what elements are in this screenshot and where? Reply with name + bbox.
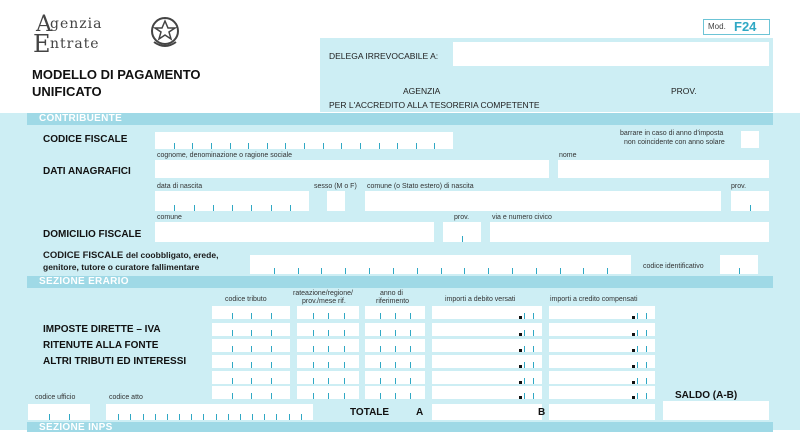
cell-divider bbox=[267, 143, 268, 149]
decimal-dot bbox=[632, 396, 635, 399]
decimal-dot bbox=[519, 396, 522, 399]
cell-divider bbox=[271, 346, 272, 352]
cell-divider bbox=[462, 236, 463, 242]
cell-divider bbox=[416, 143, 417, 149]
cell-divider bbox=[251, 393, 252, 399]
cell-divider bbox=[395, 393, 396, 399]
cell-divider bbox=[271, 313, 272, 319]
accredito-label: PER L'ACCREDITO ALLA TESORERIA COMPETENTE bbox=[329, 100, 540, 110]
decimal-divider bbox=[533, 330, 534, 336]
col-anno-2: riferimento bbox=[376, 298, 410, 305]
decimal-divider bbox=[646, 346, 647, 352]
logo-line1: genzia bbox=[50, 16, 103, 32]
data-nascita-label: data di nascita bbox=[157, 183, 203, 190]
barrare-label-1: barrare in caso di anno d'imposta bbox=[620, 130, 724, 137]
via-field[interactable] bbox=[490, 222, 769, 242]
cell-divider bbox=[251, 378, 252, 384]
cell-divider bbox=[321, 268, 322, 274]
decimal-dot bbox=[519, 365, 522, 368]
coobbligato-label bbox=[43, 250, 218, 261]
cell-divider bbox=[328, 393, 329, 399]
cell-divider bbox=[194, 205, 195, 211]
cell-divider bbox=[397, 143, 398, 149]
codice-atto-label: codice atto bbox=[109, 394, 143, 401]
contribuente-bar bbox=[27, 113, 773, 125]
cell-divider bbox=[380, 378, 381, 384]
cell-divider bbox=[232, 362, 233, 368]
comune-field[interactable] bbox=[155, 222, 434, 242]
cell-divider bbox=[264, 414, 265, 420]
cell-divider bbox=[410, 378, 411, 384]
decimal-dot bbox=[519, 333, 522, 336]
comune-nascita-label: comune (o Stato estero) di nascita bbox=[367, 183, 474, 190]
cell-divider bbox=[143, 414, 144, 420]
imposte-dirette-label: IMPOSTE DIRETTE – IVA bbox=[43, 324, 161, 335]
cell-divider bbox=[251, 346, 252, 352]
logo-letter-a: A bbox=[36, 12, 52, 37]
cell-divider bbox=[341, 143, 342, 149]
barrare-label-2: non coincidente con anno solare bbox=[624, 139, 725, 146]
cell-divider bbox=[739, 268, 740, 274]
cell-divider bbox=[232, 346, 233, 352]
comune-nascita-field[interactable] bbox=[365, 191, 721, 211]
cell-divider bbox=[313, 393, 314, 399]
delega-label: DELEGA IRREVOCABILE A: bbox=[329, 51, 439, 61]
cognome-label: cognome, denominazione o ragione sociale bbox=[157, 152, 293, 159]
decimal-divider bbox=[524, 393, 525, 399]
codice-identificativo-label: codice identificativo bbox=[643, 263, 704, 270]
anno-checkbox[interactable] bbox=[741, 131, 759, 148]
form-code-box bbox=[703, 19, 770, 35]
cell-divider bbox=[583, 268, 584, 274]
cell-divider bbox=[174, 143, 175, 149]
cell-divider bbox=[395, 330, 396, 336]
cell-divider bbox=[410, 346, 411, 352]
cell-divider bbox=[251, 330, 252, 336]
altri-tributi-label: ALTRI TRIBUTI ED INTERESSI bbox=[43, 356, 187, 367]
erario-cell[interactable] bbox=[549, 323, 655, 336]
cell-divider bbox=[379, 143, 380, 149]
cell-divider bbox=[230, 143, 231, 149]
cell-divider bbox=[323, 143, 324, 149]
agency-logo bbox=[28, 12, 158, 58]
decimal-divider bbox=[524, 362, 525, 368]
emblem-icon bbox=[148, 14, 182, 50]
col-codice-tributo: codice tributo bbox=[225, 296, 267, 303]
cell-divider bbox=[313, 362, 314, 368]
decimal-dot bbox=[519, 381, 522, 384]
page-title-line2: UNIFICATO bbox=[32, 84, 102, 99]
cell-divider bbox=[441, 268, 442, 274]
cell-divider bbox=[248, 143, 249, 149]
cell-divider bbox=[228, 414, 229, 420]
cell-divider bbox=[252, 414, 253, 420]
decimal-divider bbox=[524, 313, 525, 319]
cell-divider bbox=[410, 330, 411, 336]
decimal-dot bbox=[632, 365, 635, 368]
col-anno-1: anno di bbox=[380, 290, 403, 297]
erario-cell[interactable] bbox=[549, 339, 655, 352]
cell-divider bbox=[512, 268, 513, 274]
cell-divider bbox=[395, 362, 396, 368]
cell-divider bbox=[395, 346, 396, 352]
cell-divider bbox=[271, 378, 272, 384]
cell-divider bbox=[410, 393, 411, 399]
cell-divider bbox=[232, 330, 233, 336]
cell-divider bbox=[211, 143, 212, 149]
decimal-divider bbox=[637, 330, 638, 336]
decimal-divider bbox=[533, 362, 534, 368]
inps-bar bbox=[27, 422, 773, 432]
cell-divider bbox=[240, 414, 241, 420]
agenzia-field[interactable] bbox=[453, 71, 769, 96]
cell-divider bbox=[271, 362, 272, 368]
cell-divider bbox=[289, 414, 290, 420]
comune-label: comune bbox=[157, 214, 182, 221]
cell-divider bbox=[179, 414, 180, 420]
cell-divider bbox=[271, 330, 272, 336]
cell-divider bbox=[417, 268, 418, 274]
decimal-divider bbox=[533, 393, 534, 399]
section-inps-title: SEZIONE INPS bbox=[39, 422, 113, 433]
cell-divider bbox=[380, 362, 381, 368]
cognome-field[interactable] bbox=[155, 160, 549, 178]
cell-divider bbox=[274, 268, 275, 274]
cell-divider bbox=[328, 330, 329, 336]
prov-nascita-label: prov. bbox=[731, 183, 747, 190]
totale-b-label: B bbox=[538, 407, 546, 418]
cell-divider bbox=[344, 393, 345, 399]
form-code-prefix: Mod. bbox=[708, 22, 726, 31]
cell-divider bbox=[174, 205, 175, 211]
nome-label: nome bbox=[559, 152, 577, 159]
cell-divider bbox=[395, 378, 396, 384]
decimal-divider bbox=[646, 330, 647, 336]
erario-cell[interactable] bbox=[549, 371, 655, 384]
decimal-divider bbox=[524, 346, 525, 352]
cell-divider bbox=[464, 268, 465, 274]
col-rateazione-1: rateazione/regione/ bbox=[293, 290, 353, 297]
cell-divider bbox=[298, 268, 299, 274]
cell-divider bbox=[313, 313, 314, 319]
cell-divider bbox=[203, 414, 204, 420]
decimal-divider bbox=[533, 313, 534, 319]
erario-bar bbox=[27, 276, 773, 288]
col-importi-debito: importi a debito versati bbox=[445, 296, 516, 303]
decimal-divider bbox=[524, 378, 525, 384]
cell-divider bbox=[380, 346, 381, 352]
via-label: via e numero civico bbox=[492, 214, 552, 221]
cell-divider bbox=[130, 414, 131, 420]
cell-divider bbox=[410, 362, 411, 368]
cell-divider bbox=[49, 414, 50, 420]
codice-ufficio-label: codice ufficio bbox=[35, 394, 76, 401]
cell-divider bbox=[276, 414, 277, 420]
cell-divider bbox=[607, 268, 608, 274]
cell-divider bbox=[232, 205, 233, 211]
cell-divider bbox=[344, 346, 345, 352]
cell-divider bbox=[301, 414, 302, 420]
cell-divider bbox=[560, 268, 561, 274]
cell-divider bbox=[232, 393, 233, 399]
decimal-divider bbox=[637, 362, 638, 368]
cell-divider bbox=[344, 330, 345, 336]
cell-divider bbox=[191, 414, 192, 420]
cell-divider bbox=[345, 268, 346, 274]
decimal-divider bbox=[637, 393, 638, 399]
decimal-dot bbox=[519, 349, 522, 352]
cell-divider bbox=[232, 313, 233, 319]
decimal-dot bbox=[632, 349, 635, 352]
cell-divider bbox=[488, 268, 489, 274]
cell-divider bbox=[360, 143, 361, 149]
prov-domicilio-label: prov. bbox=[454, 214, 470, 221]
cell-divider bbox=[393, 268, 394, 274]
cell-divider bbox=[213, 205, 214, 211]
cell-divider bbox=[380, 393, 381, 399]
logo-letter-e: E bbox=[33, 30, 51, 58]
cell-divider bbox=[380, 313, 381, 319]
coobbligato-bold: CODICE FISCALE bbox=[43, 250, 124, 261]
logo-line2: ntrate bbox=[50, 36, 100, 52]
erario-cell[interactable] bbox=[432, 306, 542, 319]
cell-divider bbox=[328, 362, 329, 368]
cell-divider bbox=[232, 378, 233, 384]
nome-field[interactable] bbox=[558, 160, 769, 178]
delega-field[interactable] bbox=[453, 42, 769, 66]
cell-divider bbox=[395, 313, 396, 319]
cell-divider bbox=[328, 313, 329, 319]
decimal-divider bbox=[646, 393, 647, 399]
cell-divider bbox=[313, 330, 314, 336]
dati-anagrafici-label: DATI ANAGRAFICI bbox=[43, 166, 131, 177]
decimal-divider bbox=[533, 378, 534, 384]
totale-b-field[interactable] bbox=[549, 404, 655, 420]
form-code: F24 bbox=[734, 19, 757, 34]
section-erario-title: SEZIONE ERARIO bbox=[39, 276, 129, 287]
erario-cell[interactable] bbox=[432, 371, 542, 384]
decimal-divider bbox=[637, 346, 638, 352]
cell-divider bbox=[69, 414, 70, 420]
cell-divider bbox=[434, 143, 435, 149]
decimal-divider bbox=[637, 378, 638, 384]
cell-divider bbox=[251, 205, 252, 211]
decimal-dot bbox=[632, 333, 635, 336]
erario-cell[interactable] bbox=[432, 339, 542, 352]
cell-divider bbox=[328, 346, 329, 352]
erario-cell[interactable] bbox=[549, 355, 655, 368]
cell-divider bbox=[285, 143, 286, 149]
cell-divider bbox=[167, 414, 168, 420]
cell-divider bbox=[380, 330, 381, 336]
erario-cell[interactable] bbox=[432, 355, 542, 368]
cell-divider bbox=[118, 414, 119, 420]
decimal-divider bbox=[524, 330, 525, 336]
section-contribuente-title: CONTRIBUENTE bbox=[39, 113, 123, 124]
cell-divider bbox=[313, 378, 314, 384]
cell-divider bbox=[344, 362, 345, 368]
cell-divider bbox=[216, 414, 217, 420]
cell-divider bbox=[251, 362, 252, 368]
cell-divider bbox=[344, 313, 345, 319]
cell-divider bbox=[290, 205, 291, 211]
coobbligato-rest: del coobbligato, erede, bbox=[125, 250, 219, 260]
totale-a-field[interactable] bbox=[432, 404, 542, 420]
decimal-divider bbox=[646, 313, 647, 319]
erario-cell[interactable] bbox=[432, 386, 542, 399]
decimal-dot bbox=[519, 316, 522, 319]
cell-divider bbox=[155, 414, 156, 420]
ritenute-label: RITENUTE ALLA FONTE bbox=[43, 340, 159, 351]
cell-divider bbox=[313, 346, 314, 352]
codice-fiscale-label: CODICE FISCALE bbox=[43, 134, 128, 145]
sesso-label: sesso (M o F) bbox=[314, 183, 357, 190]
cell-divider bbox=[192, 143, 193, 149]
totale-label: TOTALE bbox=[350, 407, 390, 418]
erario-cell[interactable] bbox=[432, 323, 542, 336]
codice-ufficio-field[interactable] bbox=[28, 404, 90, 420]
prov-label: PROV. bbox=[671, 86, 697, 96]
codice-atto-field[interactable] bbox=[106, 404, 313, 420]
cell-divider bbox=[344, 378, 345, 384]
domicilio-fiscale-label: DOMICILIO FISCALE bbox=[43, 229, 142, 240]
erario-cell[interactable] bbox=[549, 306, 655, 319]
col-importi-credito: importi a credito compensati bbox=[550, 296, 638, 303]
cell-divider bbox=[304, 143, 305, 149]
cell-divider bbox=[271, 393, 272, 399]
page-title-line1: MODELLO DI PAGAMENTO bbox=[32, 67, 201, 82]
cell-divider bbox=[410, 313, 411, 319]
coobbligato-label-2: genitore, tutore o curatore fallimentare bbox=[43, 262, 200, 272]
erario-cell[interactable] bbox=[549, 386, 655, 399]
cell-divider bbox=[271, 205, 272, 211]
decimal-dot bbox=[632, 381, 635, 384]
cell-divider bbox=[251, 313, 252, 319]
decimal-divider bbox=[646, 362, 647, 368]
decimal-divider bbox=[637, 313, 638, 319]
cell-divider bbox=[328, 378, 329, 384]
decimal-divider bbox=[533, 346, 534, 352]
cell-divider bbox=[536, 268, 537, 274]
decimal-divider bbox=[646, 378, 647, 384]
cell-divider bbox=[369, 268, 370, 274]
cell-divider bbox=[750, 205, 751, 211]
saldo-label: SALDO (A-B) bbox=[675, 390, 738, 401]
decimal-dot bbox=[632, 316, 635, 319]
agenzia-label: AGENZIA bbox=[403, 86, 441, 96]
totale-a-label: A bbox=[416, 407, 424, 418]
saldo-field[interactable] bbox=[663, 401, 769, 420]
col-rateazione-2: prov./mese rif. bbox=[302, 298, 346, 305]
sesso-field[interactable] bbox=[327, 191, 345, 211]
